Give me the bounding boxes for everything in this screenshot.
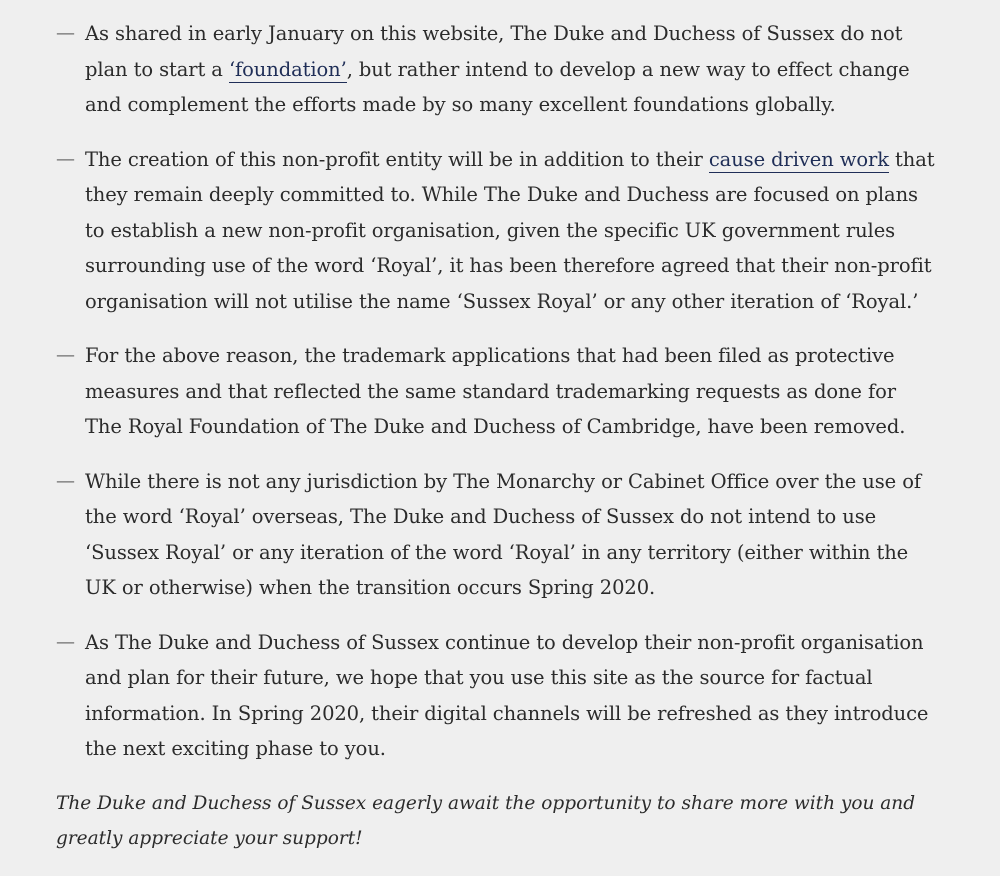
list-item-text [85, 16, 936, 123]
list-item-text [85, 142, 936, 320]
list-item-text-start: As shared in early January on this website, The Duke and Duchess of Sussex do not plan to start a [85, 22, 903, 81]
list-item [56, 338, 936, 445]
list-item [56, 142, 936, 320]
list-item [56, 16, 936, 123]
closing-statement: The Duke and Duchess of Sussex eagerly await the opportunity to share more with you and greatly appreciate your support! [56, 792, 916, 849]
list-item [56, 464, 936, 606]
article-content [56, 16, 936, 857]
list-item [56, 625, 936, 767]
list-dash: — [56, 22, 75, 44]
list-dash: — [56, 147, 75, 170]
list-dash: — [56, 469, 75, 492]
cause-driven-work-link[interactable]: cause driven work [708, 147, 889, 171]
list-item-text: As The Duke and Duchess of Sussex continue to develop their non-profit organisation and plan for their future, we hope that you use this site as the source for factual information. In Spring 2020, their digital channels will be refreshed as they introduce the next exciting phase to you. [85, 630, 929, 760]
foundation-link[interactable]: ‘foundation’ [228, 57, 347, 81]
list-item-text-start: The creation of this non-profit entity will be in addition to their [85, 147, 709, 171]
list-item-text: For the above reason, the trademark applications that had been filed as protective measures and that reflected the same standard trademarking requests as done for The Royal Foundation of The Duke and Duchess of Cambridge, have been removed. [85, 344, 906, 438]
list-item-text: While there is not any jurisdiction by The Monarchy or Cabinet Office over the use of the word ‘Royal’ overseas, The Duke and Duchess of Sussex do not intend to use ‘Sussex Royal’ or any iteration of the word ‘Royal’ in any territory (either within the UK or otherwise) when the transition occurs Spring 2020. [85, 469, 921, 599]
list-dash: — [56, 630, 75, 653]
list-dash: — [56, 344, 75, 366]
list-item-text-end: that they remain deeply committed to. While The Duke and Duchess are focused on plans to establish a new non-profit organisation, given the specific UK government rules surrounding use of the word ‘Royal’, it has been therefore agreed that their non-profit organisation will not utilise the name ‘Sussex Royal’ or any other iteration of ‘Royal.’ [85, 147, 935, 313]
list-item-text-end: , but rather intend to develop a new way to effect change and complement the efforts made by so many excellent foundations globally. [85, 57, 910, 116]
